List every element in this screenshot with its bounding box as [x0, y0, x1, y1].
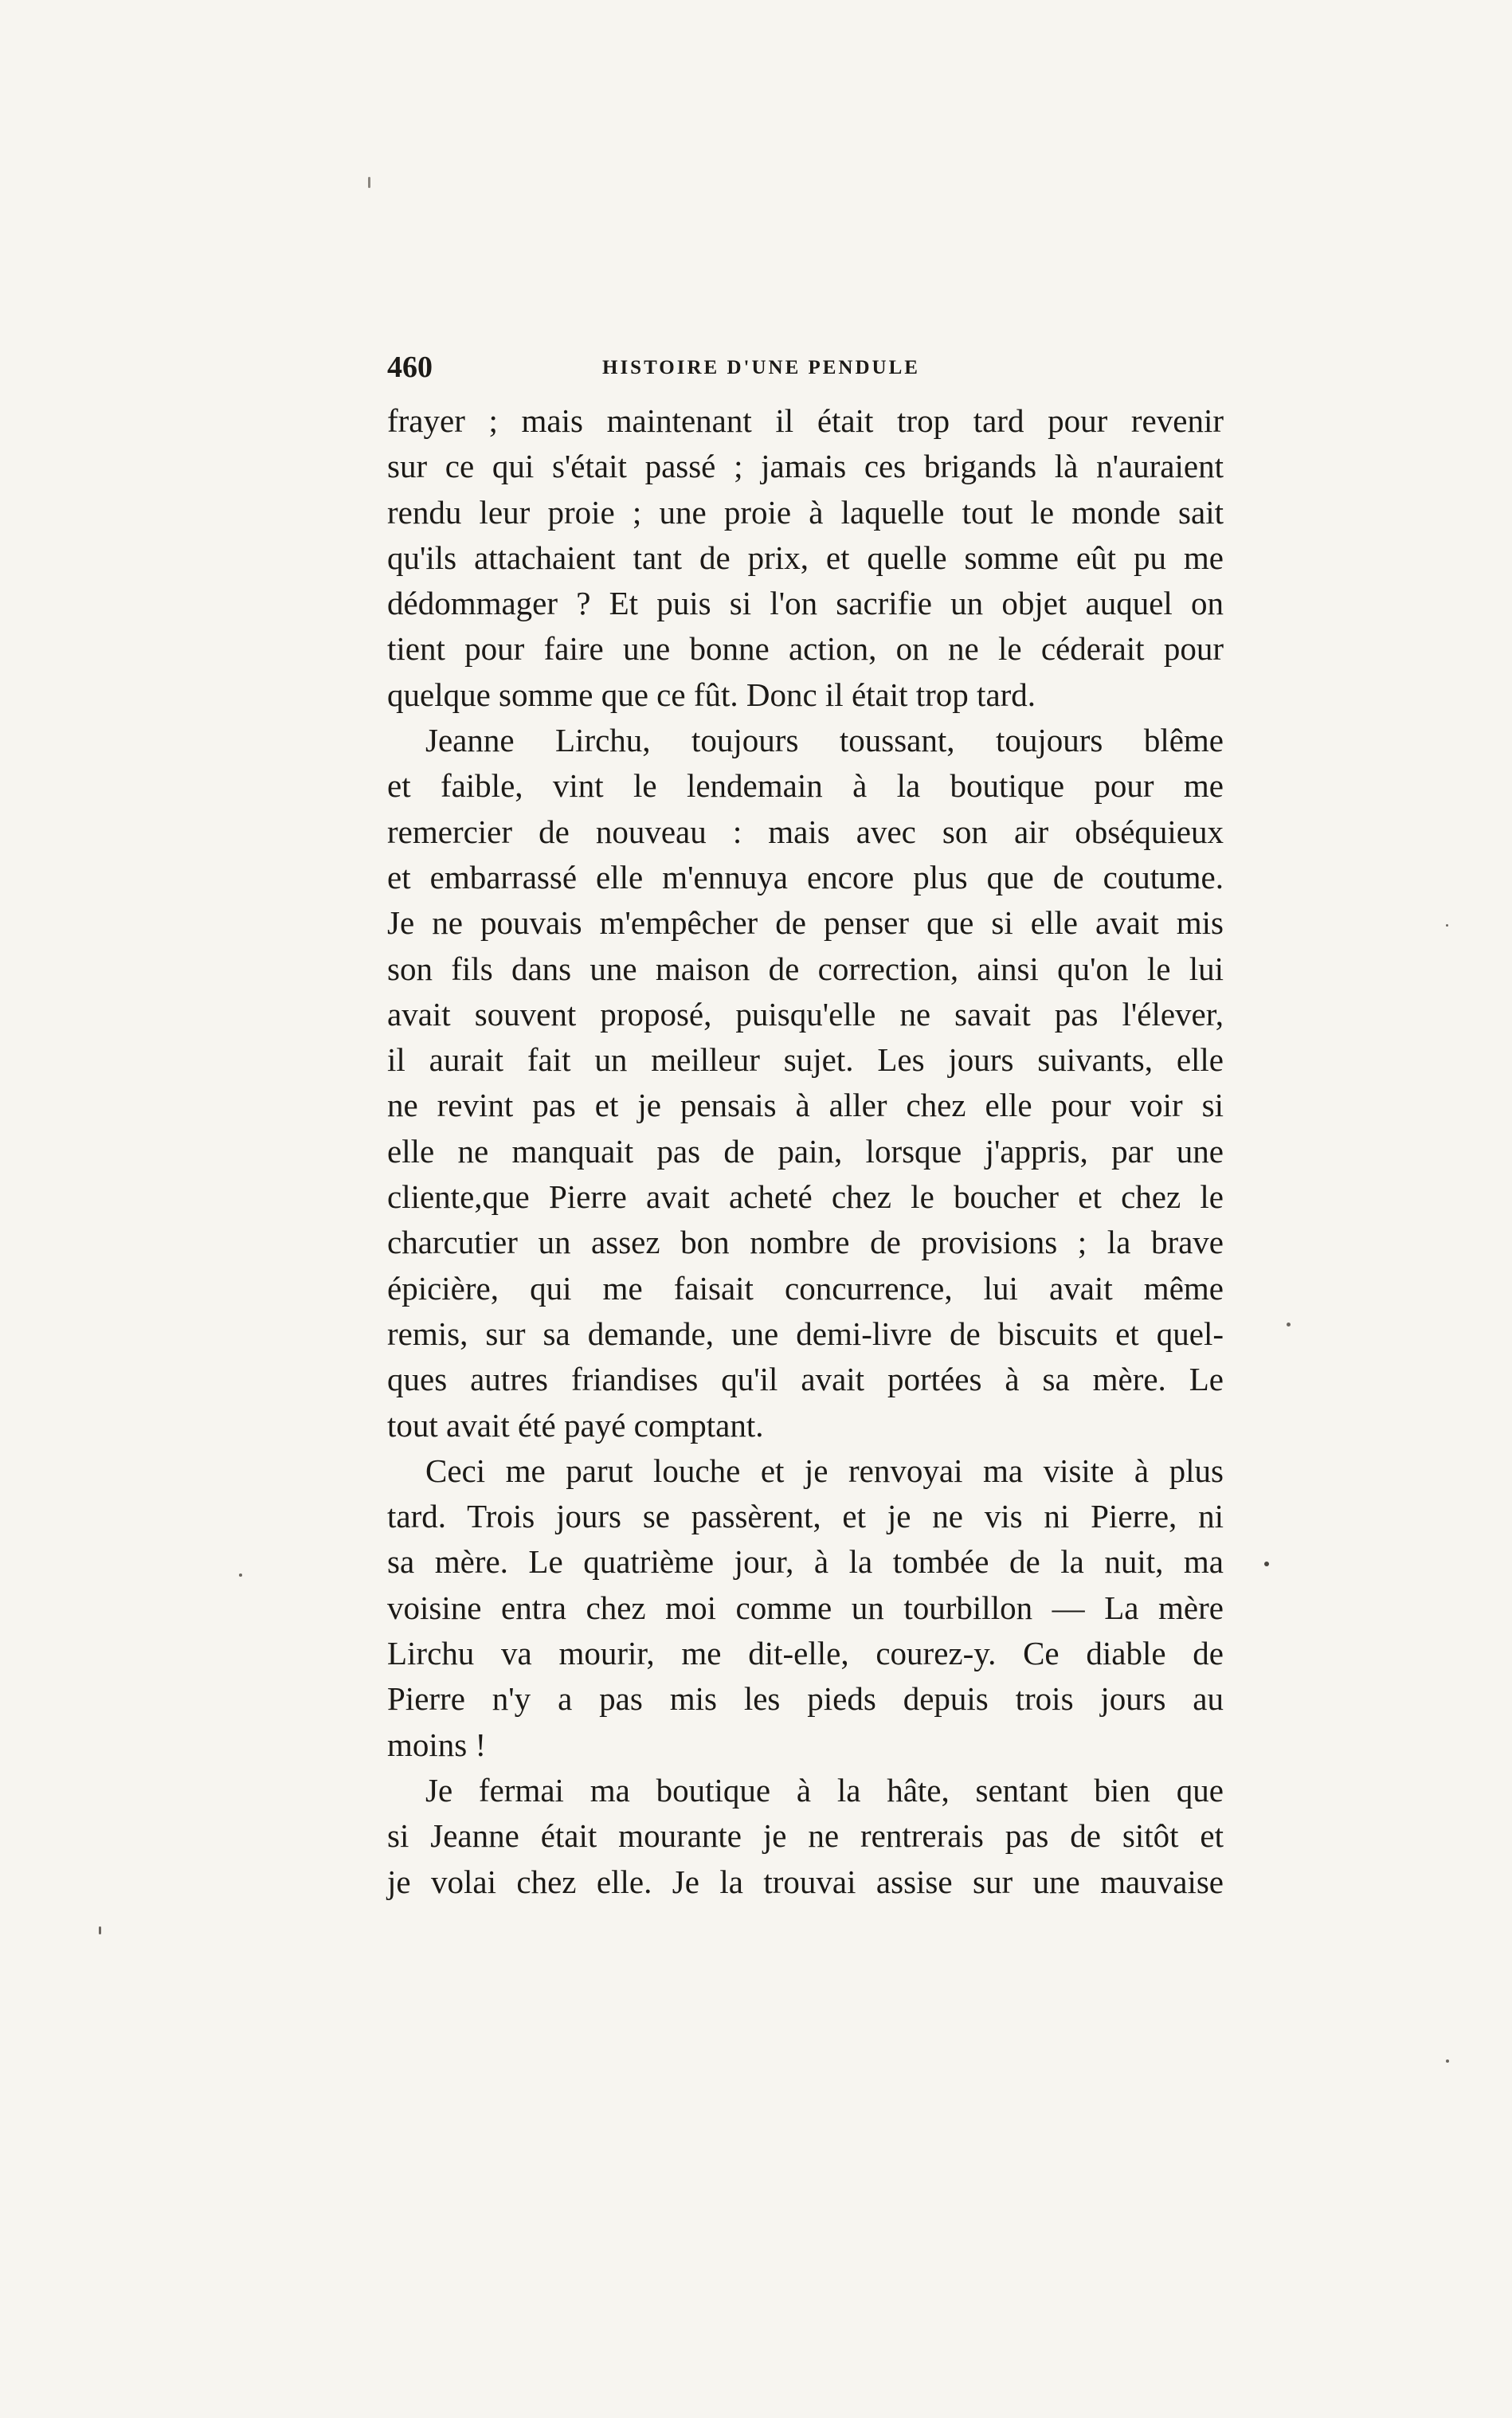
text-line: si Jeanne était mourante je ne rentrerais pas de sitôt et [387, 1817, 1224, 1855]
text-line: et faible, vint le lendemain à la boutique pour me [387, 767, 1224, 805]
text-line: Je fermai ma boutique à la hâte, sentant bien que [425, 1771, 1224, 1809]
text-line: remis, sur sa demande, une demi-livre de biscuits et quel- [387, 1315, 1224, 1352]
text-line: quelque somme que ce fût. Donc il était trop tard. [387, 676, 1036, 713]
text-line: sa mère. Le quatrième jour, à la tombée de la nuit, ma [387, 1543, 1224, 1581]
text-line: tout avait été payé comptant. [387, 1406, 764, 1444]
text-line: et embarrassé elle m'ennuya encore plus que de coutume. [387, 858, 1224, 895]
text-line: tard. Trois jours se passèrent, et je ne vis ni Pierre, ni [387, 1498, 1224, 1535]
text-line: Ceci me parut louche et je renvoyai ma visite à plus [425, 1452, 1224, 1489]
text-line: sur ce qui s'était passé ; jamais ces brigands là n'auraient [387, 448, 1224, 485]
text-line: tient pour faire une bonne action, on ne le céderait pour [387, 630, 1224, 668]
paper-speck [1264, 1562, 1269, 1566]
text-line: Je ne pouvais m'empêcher de penser que si elle avait mis [387, 904, 1224, 942]
text-line: il aurait fait un meilleur sujet. Les jours suivants, elle [387, 1041, 1224, 1079]
paper-speck [1446, 924, 1448, 927]
paper-speck [368, 177, 370, 188]
text-line: avait souvent proposé, puisqu'elle ne savait pas l'élever, [387, 995, 1224, 1033]
paper-speck [1287, 1323, 1291, 1327]
text-line: charcutier un assez bon nombre de provisions ; la brave [387, 1224, 1224, 1261]
text-line: ques autres friandises qu'il avait portées à sa mère. Le [387, 1361, 1224, 1398]
text-line: elle ne manquait pas de pain, lorsque j'appris, par une [387, 1132, 1224, 1170]
body-text [387, 398, 1224, 1905]
text-line: Jeanne Lirchu, toujours toussant, toujours blême [425, 722, 1224, 759]
text-line: cliente,que Pierre avait acheté chez le boucher et chez le [387, 1178, 1224, 1216]
text-line: remercier de nouveau : mais avec son air obséquieux [387, 813, 1224, 850]
text-line: Lirchu va mourir, me dit-elle, courez-y. Ce diable de [387, 1635, 1224, 1672]
text-line: rendu leur proie ; une proie à laquelle tout le monde sait [387, 493, 1224, 531]
text-line: je volai chez elle. Je la trouvai assise sur une mauvaise [387, 1863, 1224, 1900]
paper-speck [99, 1926, 101, 1934]
text-line: dédommager ? Et puis si l'on sacrifie un objet auquel on [387, 585, 1224, 622]
paper-speck [239, 1573, 242, 1577]
page-number: 460 [387, 351, 433, 384]
text-line: ne revint pas et je pensais à aller chez elle pour voir si [387, 1087, 1224, 1124]
text-line: épicière, qui me faisait concurrence, lui avait même [387, 1269, 1224, 1307]
text-line: Pierre n'y a pas mis les pieds depuis trois jours au [387, 1680, 1224, 1718]
text-line: voisine entra chez moi comme un tourbillon — La mère [387, 1589, 1224, 1626]
text-line: qu'ils attachaient tant de prix, et quelle somme eût pu me [387, 539, 1224, 576]
running-title: HISTOIRE D'UNE PENDULE [602, 357, 920, 378]
text-line: moins ! [387, 1726, 487, 1763]
text-line: son fils dans une maison de correction, ainsi qu'on le lui [387, 950, 1224, 987]
text-line: frayer ; mais maintenant il était trop tard pour revenir [387, 402, 1224, 439]
paper-speck [1446, 2059, 1449, 2063]
page-header [387, 347, 1224, 387]
